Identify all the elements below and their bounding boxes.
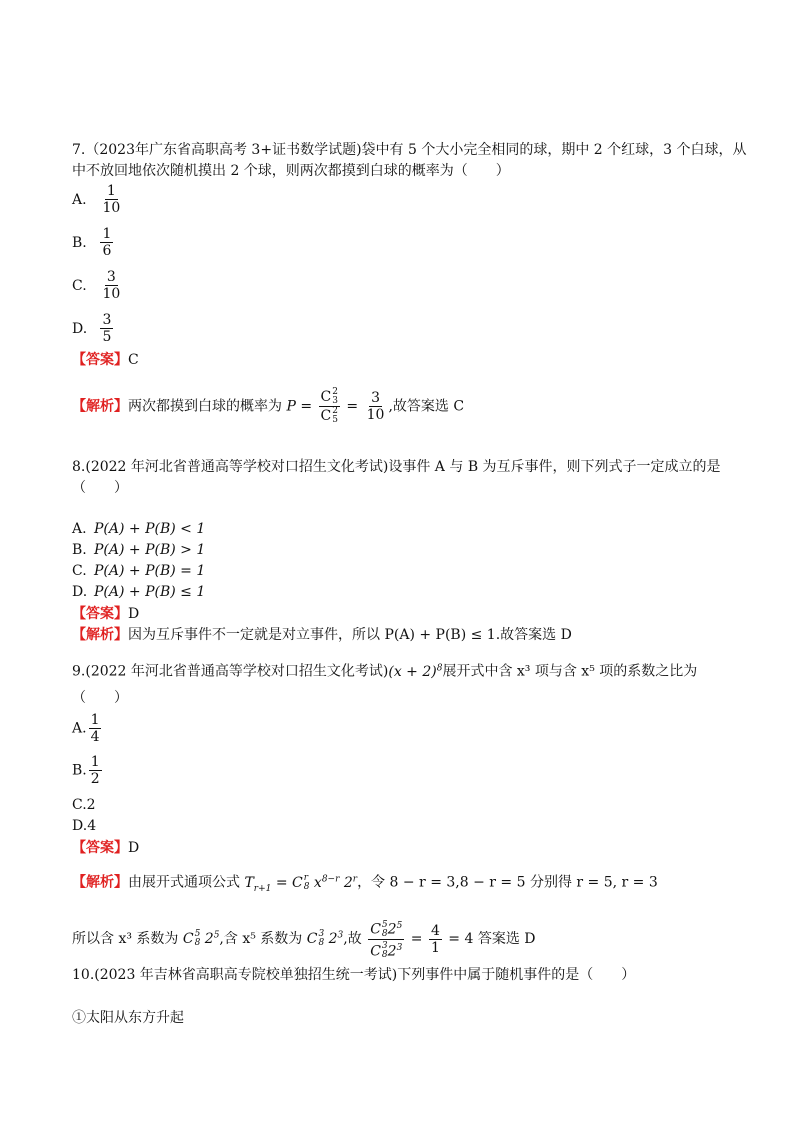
q9-option-a <box>72 712 103 745</box>
numerator: 1 <box>90 754 100 770</box>
q8-stem-line2: （ ） <box>72 480 128 496</box>
analysis-tag: 【解析】 <box>72 398 128 415</box>
answer-value: D <box>128 840 140 856</box>
option-label: D. <box>72 818 88 834</box>
numerator: 3 <box>102 312 112 328</box>
analysis-text-b: ，令 8 − r = 3,8 − r = 5 分别得 r = 5, r = 3 <box>357 874 658 891</box>
ratio-fraction: C 5 8 $2^5$ C 3 8 $2^3$ <box>370 919 403 961</box>
analysis-text: 因为互斥事件不一定就是对立事件，所以 P(A) + P(B) ≤ 1.故答案选 D <box>128 627 572 643</box>
q10-item-1: ①太阳从东方升起 <box>72 1010 184 1026</box>
numerator: 1 <box>102 226 112 242</box>
option-label: A. <box>72 720 87 737</box>
formula-p: P <box>286 398 296 415</box>
q8-analysis <box>72 625 572 645</box>
analysis-text-d: 答案选 D <box>477 931 536 948</box>
option-label: B. <box>72 234 87 251</box>
coef-x3: C 5 8 $2^5$ <box>182 929 220 949</box>
analysis-tag: 【解析】 <box>72 627 128 643</box>
q8-answer <box>72 604 139 624</box>
denominator: 10 <box>102 286 121 302</box>
fraction <box>100 312 113 345</box>
answer-tag: 【答案】 <box>72 352 128 368</box>
q9-analysis-line2: 所以含 x³ 系数为 C 5 8 $2^5$,含 x⁵ 系数为 C 3 8 $2^3$,故 C 5 8 $2^5$ C 3 8 $2^3$ = $\frac{4}{1}$ = 4 答案选 D <box>72 919 536 961</box>
option-label: D. <box>72 320 88 337</box>
fraction <box>89 754 102 787</box>
q7-option-c <box>72 269 124 302</box>
option-label: D. <box>72 584 88 600</box>
numerator: 3 <box>106 269 116 285</box>
analysis-text: 由展开式通项公式 <box>128 874 240 891</box>
q7-option-b <box>72 226 115 259</box>
answer-value: D <box>128 606 140 622</box>
general-term-formula: $T_{r+1} = C$ r 8 $x^{8-r}$ 2$^r$ <box>244 872 358 894</box>
answer-value: C <box>128 352 139 368</box>
q9-analysis-line1 <box>72 869 658 898</box>
analysis-text-b: ,含 x⁵ 系数为 <box>219 931 303 948</box>
q9-stem-line2: （ ） <box>72 690 128 706</box>
q8-option-b <box>72 540 205 560</box>
analysis-text-a: 所以含 x³ 系数为 <box>72 931 179 948</box>
analysis-tag: 【解析】 <box>72 874 128 891</box>
q7-option-d <box>72 312 115 345</box>
q9-answer <box>72 838 139 858</box>
option-label: C. <box>72 797 87 813</box>
denominator: 2 <box>90 771 100 787</box>
option-label: B. <box>72 762 87 779</box>
denominator: 4 <box>90 729 100 745</box>
option-label: C. <box>72 563 87 579</box>
formula-fraction-c: C 2 3 C 2 5 <box>320 387 338 425</box>
option-expr: P(A) + P(B) ≤ 1 <box>94 584 206 600</box>
analysis-text: 两次都摸到白球的概率为 <box>128 398 282 415</box>
q9-stem-line1 <box>72 658 697 682</box>
fraction <box>100 269 122 302</box>
q9-stem-suffix: 展开式中含 x³ 项与含 x⁵ 项的系数之比为 <box>442 663 698 680</box>
binomial-expr: $(x + 2)^8$ <box>388 663 443 680</box>
option-label: A. <box>72 191 87 208</box>
option-expr: P(A) + P(B) = 1 <box>94 563 206 579</box>
q7-stem-line2: 中不放回地依次随机摸出 2 个球，则两次都摸到白球的概率为（ ） <box>72 163 510 179</box>
q8-stem-line1: 8.(2022 年河北省普通高等学校对口招生文化考试)设事件 A 与 B 为互斥事件，则下列式子一定成立的是 <box>72 459 721 475</box>
option-text: 4 <box>87 818 97 834</box>
numerator: 1 <box>90 712 100 728</box>
option-label: C. <box>72 277 87 294</box>
q9-option-b <box>72 754 104 787</box>
coef-x5: C 3 8 $2^3$ <box>306 929 344 949</box>
q9-stem-prefix: 9.(2022 年河北省普通高等学校对口招生文化考试) <box>72 663 389 680</box>
numerator: 1 <box>106 183 116 199</box>
fraction <box>100 183 122 216</box>
fraction <box>89 712 102 745</box>
option-text: 2 <box>86 797 96 813</box>
q9-option-c <box>72 795 96 815</box>
option-expr: P(A) + P(B) < 1 <box>94 521 206 537</box>
option-expr: P(A) + P(B) > 1 <box>94 542 206 558</box>
q8-option-a <box>72 519 205 539</box>
denominator: 10 <box>102 200 121 216</box>
q8-option-c <box>72 561 205 581</box>
denominator: 5 <box>102 329 112 345</box>
option-label: A. <box>72 521 87 537</box>
q10-stem-line1: 10.(2023 年吉林省高职高专院校单独招生统一考试)下列事件中属于随机事件的是（ ） <box>72 967 636 983</box>
ratio-result-fraction: $\frac{4}{1}$ <box>430 922 440 956</box>
q7-answer <box>72 350 139 370</box>
q7-option-a <box>72 183 124 216</box>
denominator: 6 <box>102 243 112 259</box>
analysis-text-c: ,故 <box>343 931 362 948</box>
fraction <box>100 226 113 259</box>
answer-tag: 【答案】 <box>72 840 128 856</box>
q8-option-d <box>72 582 205 602</box>
answer-tag: 【答案】 <box>72 606 128 622</box>
q7-analysis: 【解析】两次都摸到白球的概率为 P = C 2 3 C 2 5 = $\frac{3}{10}$ ,故答案选 C <box>72 387 465 425</box>
q9-option-d <box>72 816 96 836</box>
analysis-suffix: ,故答案选 C <box>388 398 465 415</box>
q7-stem-line1: 7.（2023年广东省高职高考 3+证书数学试题)袋中有 5 个大小完全相同的球，期中 2 个红球，3 个白球，从 <box>72 142 747 158</box>
formula-fraction-result: $\frac{3}{10}$ <box>366 390 385 423</box>
option-label: B. <box>72 542 87 558</box>
